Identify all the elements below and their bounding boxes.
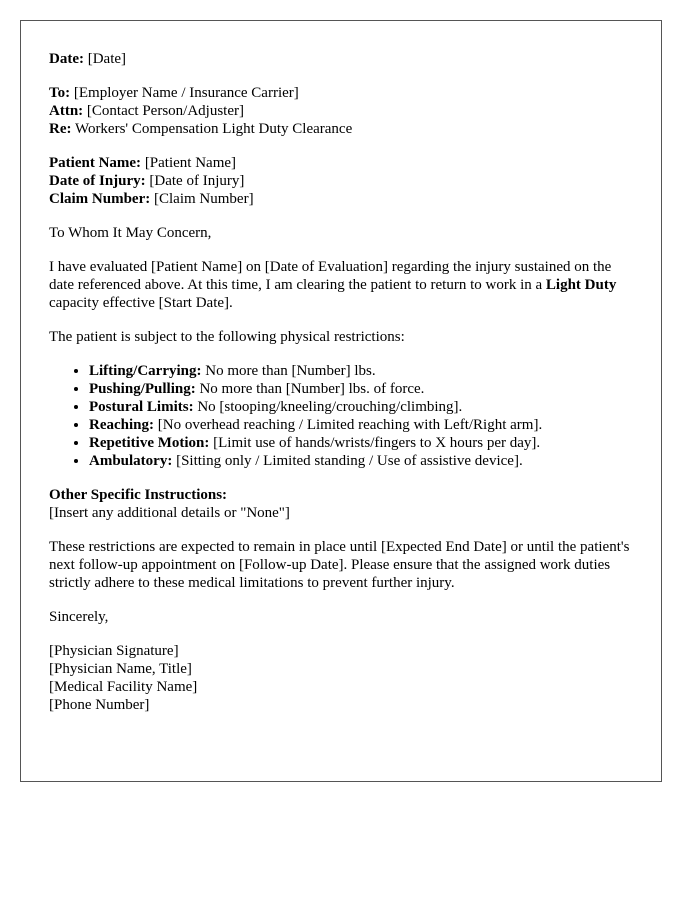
- restriction-label: Postural Limits:: [89, 399, 194, 415]
- evaluation-text-end: capacity effective [Start Date].: [49, 295, 233, 311]
- restriction-text: No [stooping/kneeling/crouching/climbing].: [197, 399, 463, 415]
- patient-name-value: [Patient Name]: [144, 155, 237, 171]
- date-of-injury-label: Date of Injury:: [49, 173, 146, 189]
- date-of-injury-value: [Date of Injury]: [149, 173, 245, 189]
- claim-number-label: Claim Number:: [49, 191, 151, 207]
- signature-block: [49, 642, 633, 714]
- restriction-text: [Limit use of hands/wrists/fingers to X hours per day].: [213, 435, 541, 451]
- restriction-label: Pushing/Pulling:: [89, 381, 196, 397]
- other-instructions-block: [49, 486, 633, 522]
- list-item: [89, 434, 633, 452]
- attn-label: Attn:: [49, 103, 84, 119]
- list-item: [89, 398, 633, 416]
- other-instructions-label: Other Specific Instructions:: [49, 487, 228, 503]
- duration-paragraph: These restrictions are expected to remain in place until [Expected End Date] or until the patient's next follow-up appointment on [Follow-up Date]. Please ensure that the assigned work duties strictly adhere to these medical limitations to prevent further injury.: [49, 539, 630, 591]
- claim-number-value: [Claim Number]: [154, 191, 254, 207]
- light-duty-emphasis: Light Duty: [545, 277, 617, 293]
- list-item: [89, 452, 633, 470]
- salutation: To Whom It May Concern,: [49, 225, 212, 241]
- medical-facility-name: [Medical Facility Name]: [49, 679, 198, 695]
- to-line: [49, 84, 633, 102]
- date-of-injury-line: [49, 172, 633, 190]
- to-value: [Employer Name / Insurance Carrier]: [73, 85, 299, 101]
- other-instructions-value: [Insert any additional details or "None"]: [49, 505, 290, 521]
- evaluation-paragraph: [49, 258, 633, 312]
- recipient-block: [49, 84, 633, 138]
- physician-signature: [Physician Signature]: [49, 643, 179, 659]
- date-line: [49, 50, 633, 68]
- re-value: Workers' Compensation Light Duty Clearance: [74, 121, 353, 137]
- re-label: Re:: [49, 121, 72, 137]
- list-item: [89, 416, 633, 434]
- physician-name-title: [Physician Name, Title]: [49, 661, 192, 677]
- restriction-text: No more than [Number] lbs.: [205, 363, 376, 379]
- claim-number-line: [49, 190, 633, 208]
- date-label: Date:: [49, 51, 84, 67]
- restriction-text: No more than [Number] lbs. of force.: [199, 381, 425, 397]
- to-label: To:: [49, 85, 71, 101]
- restriction-label: Lifting/Carrying:: [89, 363, 202, 379]
- patient-name-label: Patient Name:: [49, 155, 142, 171]
- phone-number: [Phone Number]: [49, 697, 150, 713]
- patient-info-block: [49, 154, 633, 208]
- restrictions-list: [49, 362, 633, 470]
- restriction-label: Repetitive Motion:: [89, 435, 210, 451]
- list-item: [89, 362, 633, 380]
- attn-value: [Contact Person/Adjuster]: [86, 103, 244, 119]
- patient-name-line: [49, 154, 633, 172]
- restrictions-intro: The patient is subject to the following physical restrictions:: [49, 329, 405, 345]
- attn-line: [49, 102, 633, 120]
- date-value: [Date]: [87, 51, 127, 67]
- restriction-text: [No overhead reaching / Limited reaching with Left/Right arm].: [157, 417, 543, 433]
- restriction-text: [Sitting only / Limited standing / Use of assistive device].: [176, 453, 523, 469]
- list-item: [89, 380, 633, 398]
- closing: Sincerely,: [49, 609, 109, 625]
- re-line: [49, 120, 633, 138]
- restriction-label: Ambulatory:: [89, 453, 173, 469]
- restriction-label: Reaching:: [89, 417, 154, 433]
- letter-document: [20, 20, 662, 782]
- evaluation-text: I have evaluated [Patient Name] on [Date of Evaluation] regarding the injury sustained on the date referenced above. At this time, I am clearing the patient to return to work in a: [49, 259, 612, 293]
